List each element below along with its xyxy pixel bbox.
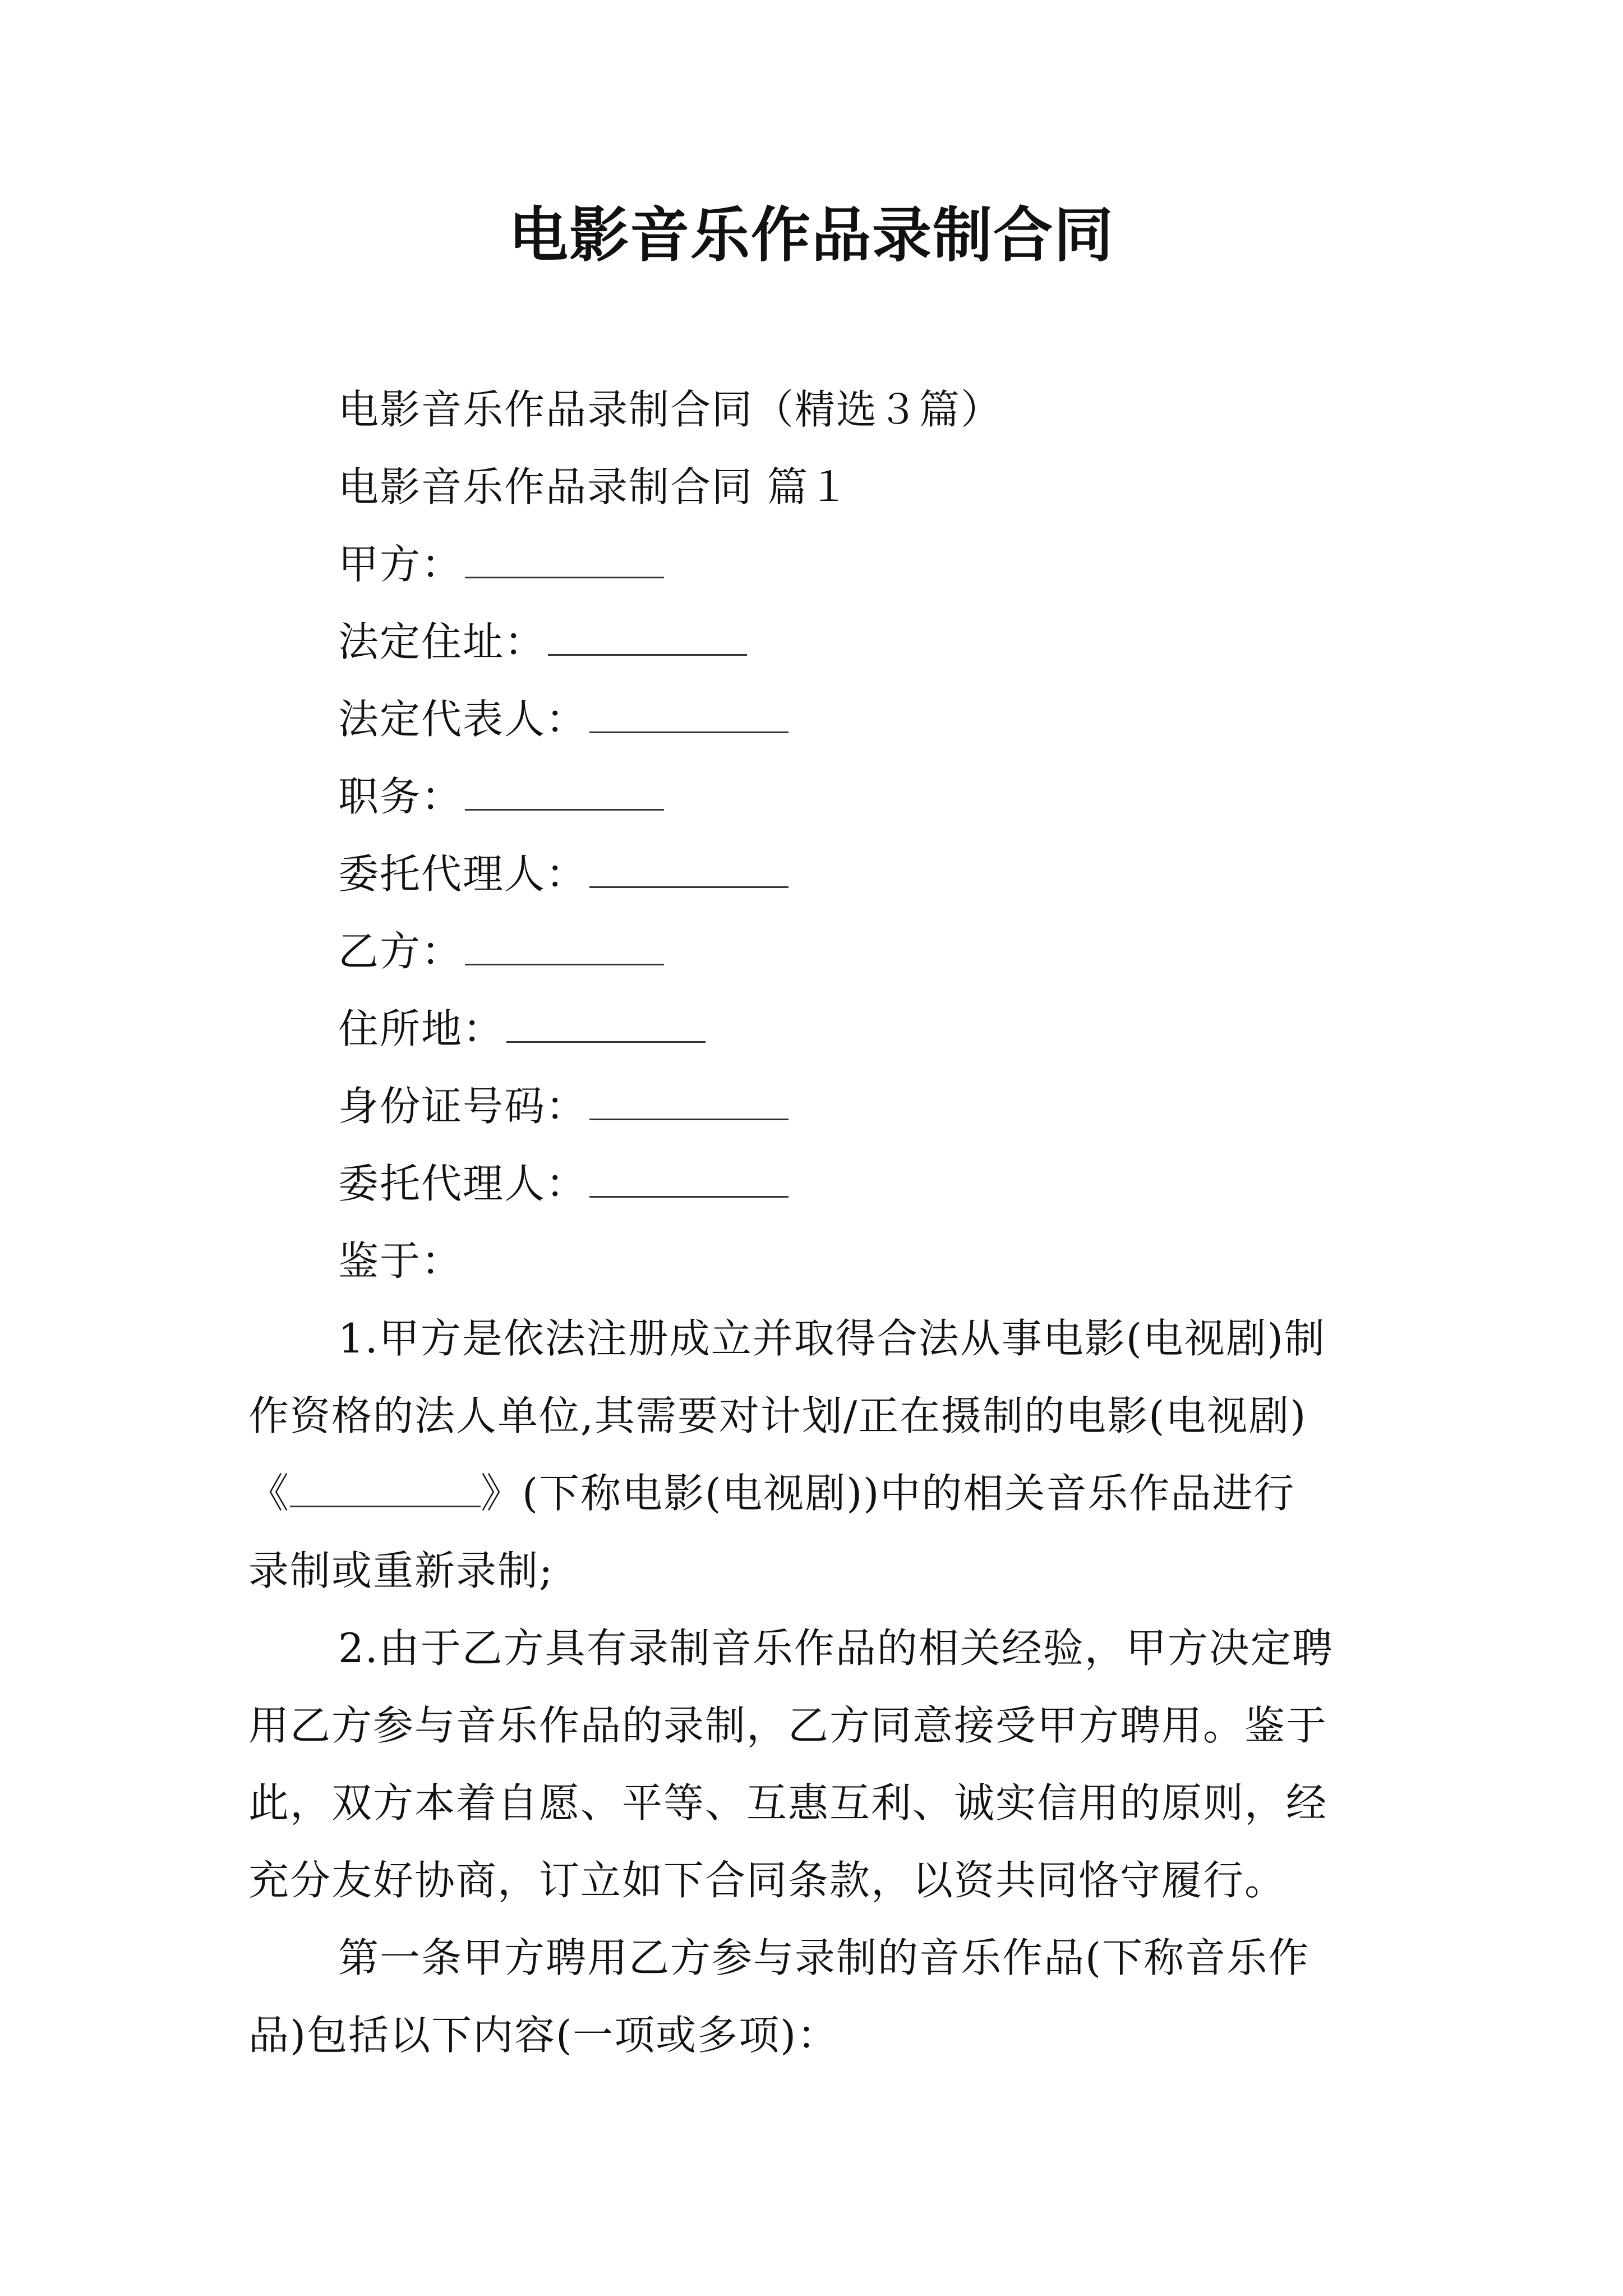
- document-subtitle: 电影音乐作品录制合同（精选３篇）: [338, 386, 1003, 433]
- field-label: 甲方：: [338, 541, 463, 588]
- document-title: 电影音乐作品录制合同: [509, 201, 1114, 270]
- field-legal-address: [338, 614, 747, 670]
- clause2-line2: 用乙方参与音乐作品的录制，乙方同意接受甲方聘用。鉴于: [248, 1702, 1328, 1749]
- field-label: 职务：: [338, 773, 463, 820]
- clause1-line3: [248, 1465, 1295, 1521]
- field-residence: [338, 1001, 706, 1057]
- clause2-line1: 2.由于乙方具有录制音乐作品的相关经验，甲方决定聘: [338, 1625, 1334, 1672]
- blank-line: [548, 619, 747, 656]
- clause1-line2: 作资格的法人单位,其需要对计划/正在摄制的电影(电视剧): [248, 1392, 1307, 1439]
- field-party-b: [338, 923, 664, 979]
- clause1-line4: 录制或重新录制;: [248, 1547, 554, 1594]
- blank-line: [589, 1084, 789, 1120]
- field-label: 法定住址：: [338, 618, 546, 665]
- clause2-line3: 此，双方本着自愿、平等、互惠互利、诚实信用的原则，经: [248, 1779, 1328, 1826]
- field-legal-representative: [338, 691, 789, 747]
- clause1-line1: 1.甲方是依法注册成立并取得合法从事电影(电视剧)制: [338, 1315, 1326, 1362]
- field-label: 委托代理人：: [338, 850, 588, 898]
- blank-line: [465, 542, 664, 578]
- article1-line1: 第一条甲方聘用乙方参与录制的音乐作品(下称音乐作: [338, 1934, 1310, 1981]
- field-label: 住所地：: [338, 1005, 505, 1052]
- whereas-label: 鉴于：: [338, 1237, 463, 1285]
- film-title-rest: 》(下称电影(电视剧))中的相关音乐作品进行: [481, 1470, 1295, 1517]
- article1-line2: 品)包括以下内容(一项或多项)：: [248, 2012, 839, 2059]
- blank-line: [465, 774, 664, 811]
- blank-line: [589, 697, 789, 733]
- blank-line: [465, 929, 664, 965]
- field-label: 乙方：: [338, 928, 463, 975]
- field-agent-a: [338, 846, 789, 902]
- field-id-number: [338, 1078, 789, 1134]
- field-label: 委托代理人：: [338, 1160, 588, 1207]
- field-party-a: [338, 536, 664, 592]
- field-label: 法定代表人：: [338, 696, 588, 743]
- field-position: [338, 769, 664, 825]
- field-label: 身份证号码：: [338, 1083, 588, 1130]
- section-heading: 电影音乐作品录制合同 篇１: [338, 463, 850, 510]
- blank-line: [506, 1006, 706, 1043]
- blank-line: [589, 1161, 789, 1198]
- blank-line: [589, 852, 789, 888]
- film-title-blank: [290, 1471, 481, 1507]
- film-title-open: 《: [248, 1470, 291, 1517]
- field-agent-b: [338, 1156, 789, 1212]
- clause2-line4: 充分友好协商，订立如下合同条款，以资共同恪守履行。: [248, 1857, 1287, 1904]
